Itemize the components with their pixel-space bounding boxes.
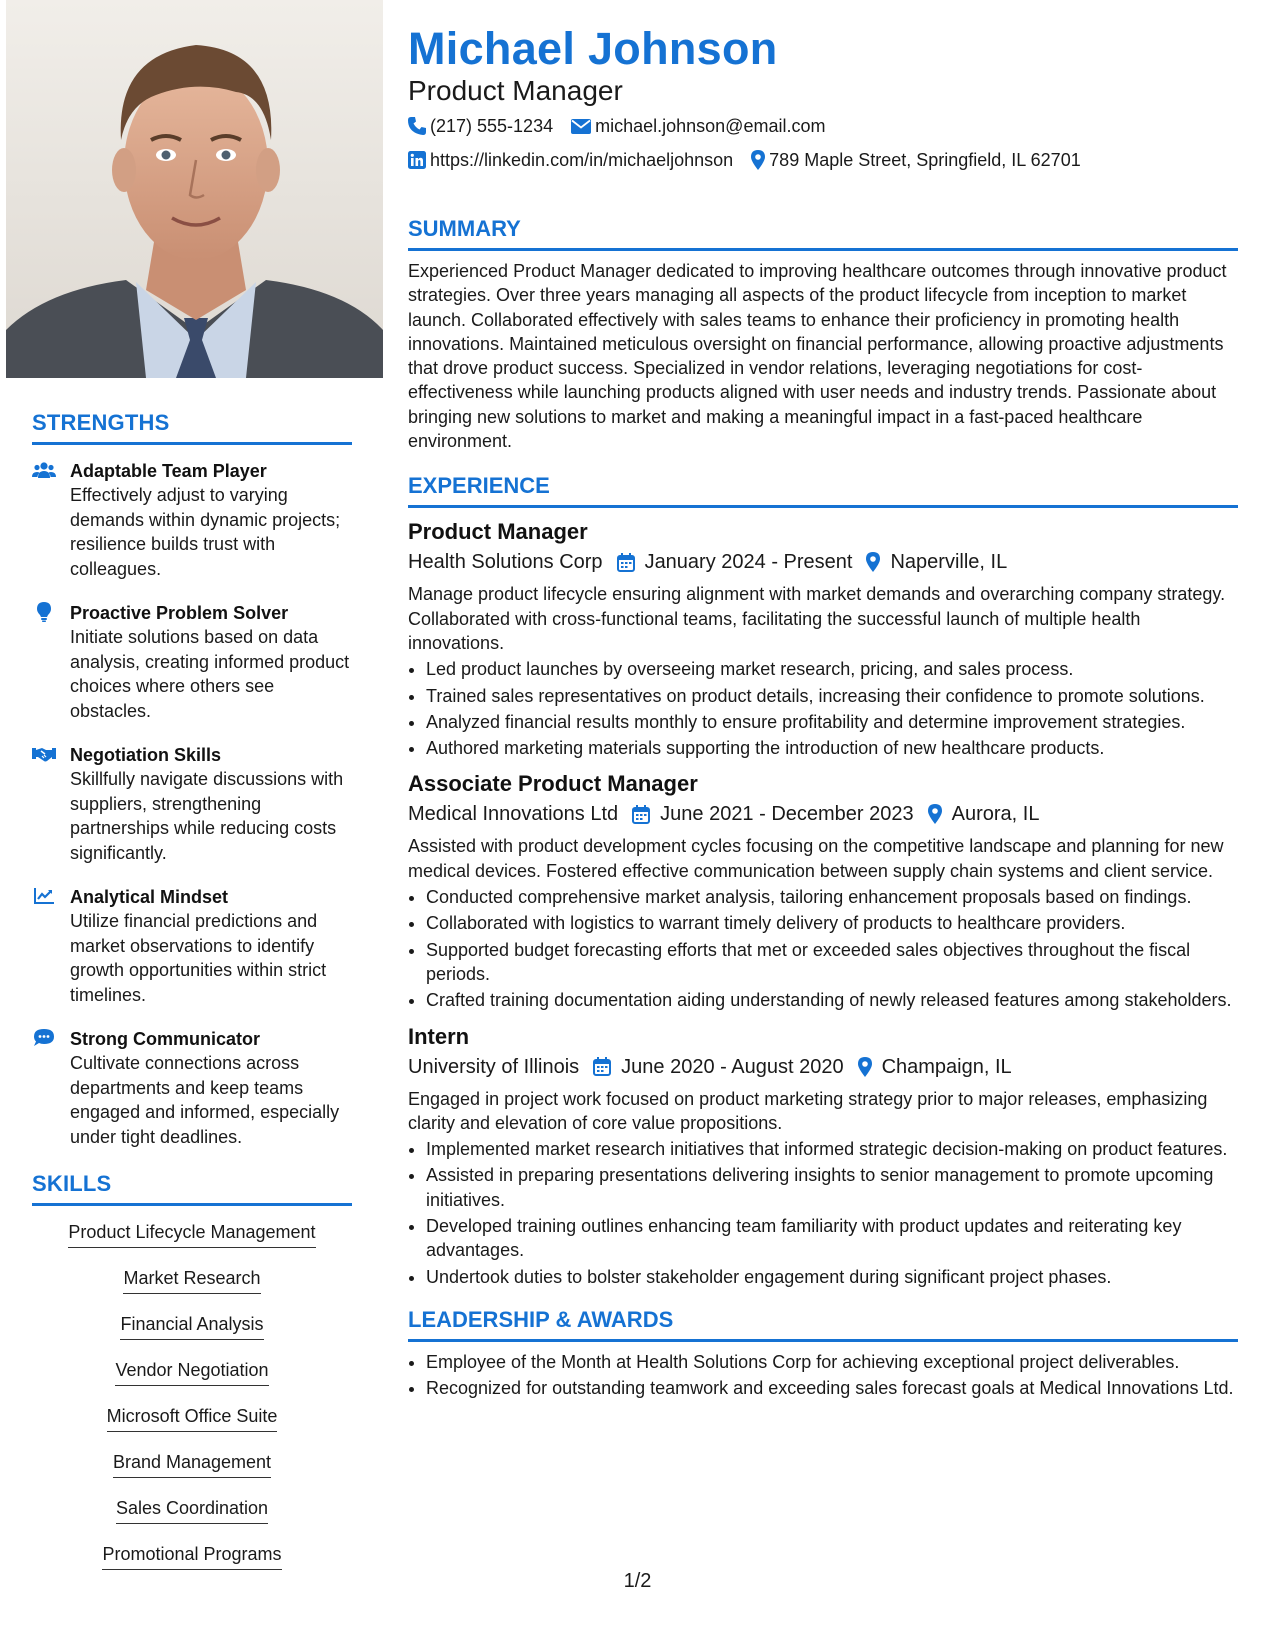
job-title: Intern: [408, 1023, 470, 1049]
job-bullet: • Led product launches by overseeing market research, pricing, and sales process.: [426, 657, 1238, 681]
job-description: Manage product lifecycle ensuring alignment with market demands and overarching company strategy. Collaborated with cross-functional teams, facilitating the successful launch of multiple health innovations.: [408, 584, 1226, 653]
leadership-bullet: • Employee of the Month at Health Solutions Corp for achieving exceptional project deliverables.: [426, 1350, 1238, 1374]
experience-heading: EXPERIENCE: [408, 473, 1238, 508]
job-location-wrap: [856, 1051, 1012, 1083]
job-dates: June 2020 - August 2020: [621, 1055, 844, 1078]
envelope-icon: [571, 119, 591, 134]
lightbulb-icon: [32, 602, 56, 622]
address-text: 789 Maple Street, Springfield, IL 62701: [769, 150, 1081, 170]
job-entry: [408, 518, 1238, 760]
calendar-icon: [593, 1057, 611, 1076]
leadership-bullets: [408, 1350, 1238, 1401]
phone-contact[interactable]: [408, 110, 553, 142]
chat-icon: [32, 1028, 56, 1048]
candidate-name: Michael Johnson: [408, 23, 778, 74]
job-location-wrap: [864, 546, 1007, 578]
job-location: Aurora, IL: [951, 803, 1040, 826]
skill-item: Sales Coordination: [116, 1496, 268, 1524]
job-bullets: [408, 1137, 1238, 1289]
linkedin-text: https://linkedin.com/in/michaeljohnson: [430, 150, 734, 170]
handshake-icon: [32, 744, 56, 764]
strength-description: Effectively adjust to varying demands within dynamic projects; resilience builds trust with colleagues.: [70, 485, 341, 579]
job-bullet: • Analyzed financial results monthly to ensure profitability and determine improvement strategies.: [426, 710, 1238, 734]
job-dates: January 2024 - Present: [644, 551, 853, 574]
strength-title: Strong Communicator: [70, 1029, 261, 1049]
job-bullet: • Collaborated with logistics to warrant timely delivery of products to healthcare providers.: [426, 911, 1238, 935]
address-contact: [751, 144, 1081, 176]
strength-description: Initiate solutions based on data analysis, creating informed product choices where others see obstacles.: [70, 627, 350, 721]
job-location: Naperville, IL: [890, 551, 1008, 574]
users-icon: [32, 460, 56, 480]
job-bullet: • Assisted in preparing presentations delivering insights to senior management to promote upcoming initiatives.: [426, 1163, 1238, 1212]
job-bullet: • Implemented market research initiatives that informed strategic decision-making on product features.: [426, 1137, 1238, 1161]
job-bullet: • Conducted comprehensive market analysis, tailoring enhancement proposals based on findings.: [426, 885, 1238, 909]
linkedin-icon: [408, 151, 426, 169]
phone-text: (217) 555-1234: [430, 116, 554, 136]
skills-list: [32, 1220, 352, 1588]
contact-row: [408, 110, 1238, 142]
summary-heading: SUMMARY: [408, 216, 1238, 251]
contact-row: [408, 144, 1238, 176]
page-number: 1/2: [623, 1570, 652, 1592]
skill-item: Market Research: [123, 1266, 260, 1294]
skill-item: Promotional Programs: [102, 1542, 281, 1570]
strength-title: Analytical Mindset: [70, 887, 229, 907]
job-dates-wrap: [591, 1051, 843, 1083]
map-pin-icon: [858, 1057, 872, 1077]
job-bullet: • Authored marketing materials supporting the introduction of new healthcare products.: [426, 736, 1238, 760]
job-company: University of Illinois: [408, 1055, 580, 1078]
strengths-heading: STRENGTHS: [32, 410, 352, 445]
calendar-icon: [632, 805, 650, 824]
job-meta: [408, 546, 1238, 578]
skills-heading: SKILLS: [32, 1171, 352, 1206]
linkedin-contact[interactable]: [408, 144, 733, 176]
profile-photo-illustration: [6, 0, 383, 378]
strength-item: [32, 1027, 352, 1149]
map-pin-icon: [751, 150, 765, 170]
job-description: Assisted with product development cycles focusing on the competitive landscape and planning for new medical devices. Fostered effective communication between supply chain systems and client service.: [408, 836, 1224, 881]
job-meta: [408, 798, 1238, 830]
skill-item: Microsoft Office Suite: [107, 1404, 278, 1432]
left-sections: [32, 410, 352, 1588]
strength-item: [32, 459, 352, 581]
job-dates-wrap: [630, 798, 914, 830]
job-title: Associate Product Manager: [408, 771, 698, 797]
profile-photo: [6, 0, 383, 378]
job-entry: [408, 770, 1238, 1012]
map-pin-icon: [928, 804, 942, 824]
skill-item: Financial Analysis: [120, 1312, 263, 1340]
email-text: michael.johnson@email.com: [595, 116, 826, 136]
map-pin-icon: [866, 552, 880, 572]
job-company: Medical Innovations Ltd: [408, 803, 619, 826]
right-column: [408, 22, 1238, 1403]
job-bullets: [408, 657, 1238, 760]
job-dates: June 2021 - December 2023: [660, 803, 914, 826]
strength-item: [32, 743, 352, 865]
job-bullet: • Developed training outlines enhancing team familiarity with product updates and reiterating key advantages.: [426, 1214, 1238, 1263]
strength-description: Cultivate connections across departments and keep teams engaged and informed, especially under tight deadlines.: [70, 1053, 340, 1147]
leadership-bullet: • Recognized for outstanding teamwork and exceeding sales forecast goals at Medical Innovations Ltd.: [426, 1376, 1238, 1400]
strength-description: Utilize financial predictions and market observations to identify growth opportunities within strict timelines.: [70, 911, 327, 1005]
job-description: Engaged in project work focused on product marketing strategy prior to major releases, emphasizing clarity and elevation of core value propositions.: [408, 1088, 1208, 1133]
job-dates-wrap: [615, 546, 853, 578]
strength-title: Adaptable Team Player: [70, 461, 267, 481]
job-bullets: [408, 885, 1238, 1012]
job-bullet: • Undertook duties to bolster stakeholder engagement during significant project phases.: [426, 1265, 1238, 1289]
job-location: Champaign, IL: [881, 1055, 1012, 1078]
job-location-wrap: [926, 798, 1040, 830]
job-company: Health Solutions Corp: [408, 551, 603, 574]
job-meta: [408, 1051, 1238, 1083]
phone-icon: [408, 117, 426, 135]
summary-text: Experienced Product Manager dedicated to improving healthcare outcomes through innovative product strategies. Over three years managing all aspects of the product lifecycle from inception to market launch. Collaborated effectively with sales teams to enhance their proficiency in promoting health innovations. Maintained meticulous oversight on financial performance, allowing proactive adjustments that drove product success. Specialized in vendor relations, leveraging negotiations for cost-effectiveness while launching products aligned with user needs and industry trends. Passionate about bringing new solutions to market and making a meaningful impact in a fast-paced healthcare environment.: [408, 261, 1227, 452]
skill-item: Product Lifecycle Management: [68, 1220, 315, 1248]
leadership-heading: LEADERSHIP & AWARDS: [408, 1307, 1238, 1342]
skill-item: Brand Management: [113, 1450, 271, 1478]
strength-title: Negotiation Skills: [70, 745, 222, 765]
strength-item: [32, 885, 352, 1007]
skill-item: Vendor Negotiation: [115, 1358, 268, 1386]
job-title: Product Manager: [408, 519, 588, 545]
chart-line-icon: [32, 886, 56, 906]
calendar-icon: [617, 553, 635, 572]
strength-description: Skillfully navigate discussions with suppliers, strengthening partnerships while reducing costs significantly.: [70, 769, 344, 863]
job-bullet: • Supported budget forecasting efforts that met or exceeded sales objectives throughout the fiscal periods.: [426, 938, 1238, 987]
candidate-role: Product Manager: [408, 75, 623, 106]
strength-title: Proactive Problem Solver: [70, 603, 289, 623]
email-contact[interactable]: [571, 110, 825, 142]
job-bullet: • Trained sales representatives on product details, increasing their confidence to promote solutions.: [426, 684, 1238, 708]
job-bullet: • Crafted training documentation aiding understanding of newly released features among stakeholders.: [426, 988, 1238, 1012]
left-column: [0, 0, 383, 1650]
strength-item: [32, 601, 352, 723]
job-entry: [408, 1023, 1238, 1289]
